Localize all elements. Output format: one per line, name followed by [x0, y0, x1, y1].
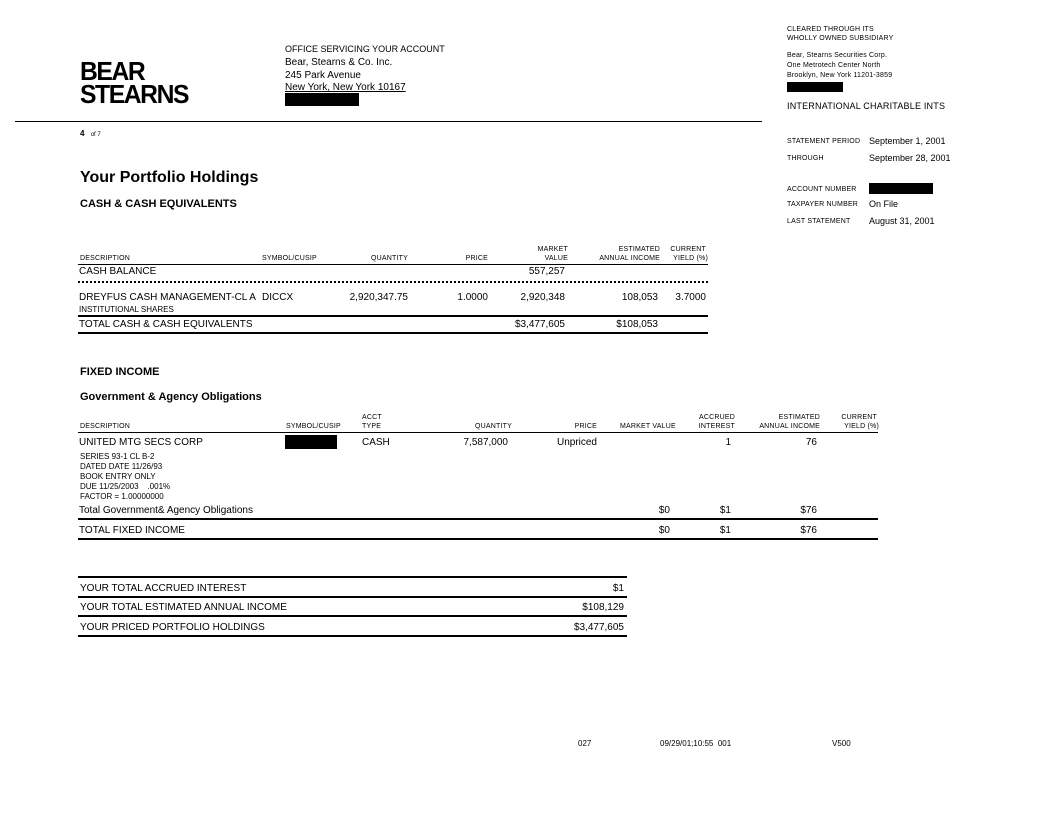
fi-bottom-rule: [78, 538, 878, 540]
dreyfus-price: 1.0000: [457, 292, 488, 303]
fi-subtotal-label: Total Government& Agency Obligations: [79, 505, 253, 516]
last-statement-value: August 31, 2001: [869, 216, 935, 226]
statement-period-label: STATEMENT PERIOD: [787, 138, 861, 145]
fi-subtotal-est-income: $76: [800, 505, 817, 516]
cash-total-rule: [78, 315, 708, 317]
summary-value: $3,477,605: [573, 622, 624, 633]
fi-col-symbol: SYMBOL/CUSIP: [286, 423, 341, 430]
holding-est-income: 76: [805, 437, 817, 448]
dreyfus-yield: 3.7000: [675, 292, 706, 303]
holding-details: [80, 452, 170, 502]
header-rule: [15, 121, 762, 122]
holding-accrued: 1: [725, 437, 731, 448]
col-est-income-1: ESTIMATED: [618, 246, 660, 253]
fi-col-yield-1: CURRENT: [841, 414, 877, 421]
col-price: PRICE: [465, 255, 488, 262]
summary-value: $1: [612, 583, 624, 594]
holding-detail: DATED DATE 11/26/93: [80, 462, 163, 471]
summary-label: YOUR PRICED PORTFOLIO HOLDINGS: [80, 622, 265, 633]
col-market-1: MARKET: [537, 246, 568, 253]
account-title: INTERNATIONAL CHARITABLE INTS: [787, 101, 946, 111]
through-value: September 28, 2001: [869, 153, 951, 163]
logo-line-2: STEARNS: [80, 79, 189, 109]
summary-value: $108,129: [582, 602, 624, 613]
page-total: of 7: [90, 132, 101, 138]
cash-balance-value: 557,257: [528, 266, 565, 277]
col-yield-1: CURRENT: [670, 246, 706, 253]
fi-subtotal-accrued: $1: [719, 505, 731, 516]
holding-description: UNITED MTG SECS CORP: [79, 437, 203, 448]
cash-heading: CASH & CASH EQUIVALENTS: [80, 198, 237, 210]
redaction-box: [869, 183, 933, 194]
account-number-label: ACCOUNT NUMBER: [787, 186, 857, 193]
col-symbol: SYMBOL/CUSIP: [262, 255, 317, 262]
dreyfus-quantity: 2,920,347.75: [349, 292, 408, 303]
summary-rule: [78, 615, 627, 617]
cash-balance-label: CASH BALANCE: [79, 266, 157, 277]
fi-header-rule: [78, 432, 878, 433]
bear-stearns-logo: [80, 56, 189, 109]
office-name: Bear, Stearns & Co. Inc.: [285, 57, 393, 68]
redaction-box: [285, 93, 359, 106]
dotted-rule: [78, 281, 708, 283]
office-address-2: New York, New York 10167: [285, 82, 406, 93]
fi-col-est-income-1: ESTIMATED: [778, 414, 820, 421]
office-label: OFFICE SERVICING YOUR ACCOUNT: [285, 44, 445, 54]
fi-col-description: DESCRIPTION: [80, 423, 131, 430]
dreyfus-symbol: DICCX: [262, 292, 294, 303]
dreyfus-market-value: 2,920,348: [520, 292, 565, 303]
fi-total-label: TOTAL FIXED INCOME: [79, 525, 185, 536]
holding-detail: DUE 11/25/2003 .001%: [80, 482, 171, 491]
holding-quantity: 7,587,000: [463, 437, 508, 448]
clearing-line-1: CLEARED THROUGH ITS: [787, 26, 874, 33]
logo-line-1: BEAR: [80, 56, 145, 86]
summary-label: YOUR TOTAL ACCRUED INTEREST: [80, 583, 247, 594]
page-title: Your Portfolio Holdings: [80, 169, 259, 186]
cash-total-est-income: $108,053: [616, 319, 658, 330]
redaction-box: [285, 435, 337, 449]
footer-code-2: V500: [832, 739, 851, 748]
footer-code-1: 027: [578, 739, 592, 748]
fi-col-acct-2: TYPE: [362, 423, 382, 430]
cash-bottom-rule: [78, 332, 708, 334]
cash-total-market-value: $3,477,605: [514, 319, 565, 330]
footer-timestamp: 09/29/01;10:55 001: [660, 739, 732, 748]
holding-acct-type: CASH: [362, 437, 390, 448]
page-indicator: [80, 129, 101, 138]
fi-col-accrued-2: INTEREST: [698, 423, 735, 430]
holding-detail: SERIES 93-1 CL B-2: [80, 452, 155, 461]
taxpayer-number-label: TAXPAYER NUMBER: [787, 201, 859, 208]
statement-period-value: September 1, 2001: [869, 136, 946, 146]
clearing-address-2: Brooklyn, New York 11201-3859: [787, 72, 893, 79]
fi-col-price: PRICE: [574, 423, 597, 430]
page-current: 4: [80, 129, 85, 138]
dreyfus-description: DREYFUS CASH MANAGEMENT-CL A: [79, 292, 256, 303]
fi-col-est-income-2: ANNUAL INCOME: [759, 423, 820, 430]
clearing-address-1: One Metrotech Center North: [787, 62, 881, 69]
holding-price: Unpriced: [556, 437, 597, 448]
fi-total-accrued: $1: [719, 525, 731, 536]
last-statement-label: LAST STATEMENT: [787, 218, 851, 225]
fi-col-quantity: QUANTITY: [475, 423, 512, 430]
fi-col-acct-1: ACCT: [362, 414, 382, 421]
dreyfus-sub: INSTITUTIONAL SHARES: [79, 305, 174, 314]
fi-col-yield-2: YIELD (%): [844, 423, 879, 430]
clearing-line-2: WHOLLY OWNED SUBSIDIARY: [787, 35, 894, 42]
fixed-income-heading: FIXED INCOME: [80, 366, 160, 378]
summary-top-rule: [78, 576, 627, 578]
fi-total-market-value: $0: [658, 525, 670, 536]
summary-bottom-rule: [78, 635, 627, 637]
cash-total-label: TOTAL CASH & CASH EQUIVALENTS: [79, 319, 253, 330]
fixed-income-subheading: Government & Agency Obligations: [80, 391, 262, 403]
fi-col-market-value: MARKET VALUE: [620, 423, 676, 430]
col-est-income-2: ANNUAL INCOME: [599, 255, 660, 262]
taxpayer-number-value: On File: [869, 199, 899, 209]
dreyfus-est-income: 108,053: [621, 292, 658, 303]
holding-detail: BOOK ENTRY ONLY: [80, 472, 156, 481]
holding-detail: FACTOR = 1.00000000: [80, 492, 164, 501]
clearing-name: Bear, Stearns Securities Corp.: [787, 52, 888, 59]
col-market-2: VALUE: [544, 255, 568, 262]
redaction-box: [787, 82, 843, 92]
fi-col-accrued-1: ACCRUED: [698, 414, 735, 421]
summary-label: YOUR TOTAL ESTIMATED ANNUAL INCOME: [80, 602, 287, 613]
col-description: DESCRIPTION: [80, 255, 131, 262]
summary-rule: [78, 596, 627, 598]
fi-total-est-income: $76: [800, 525, 817, 536]
fi-subtotal-market-value: $0: [658, 505, 670, 516]
cash-header-rule: [78, 264, 708, 265]
through-label: THROUGH: [787, 155, 824, 162]
fi-subtotal-rule: [78, 518, 878, 520]
col-quantity: QUANTITY: [371, 255, 408, 262]
office-address-1: 245 Park Avenue: [285, 70, 361, 81]
col-yield-2: YIELD (%): [673, 255, 708, 262]
